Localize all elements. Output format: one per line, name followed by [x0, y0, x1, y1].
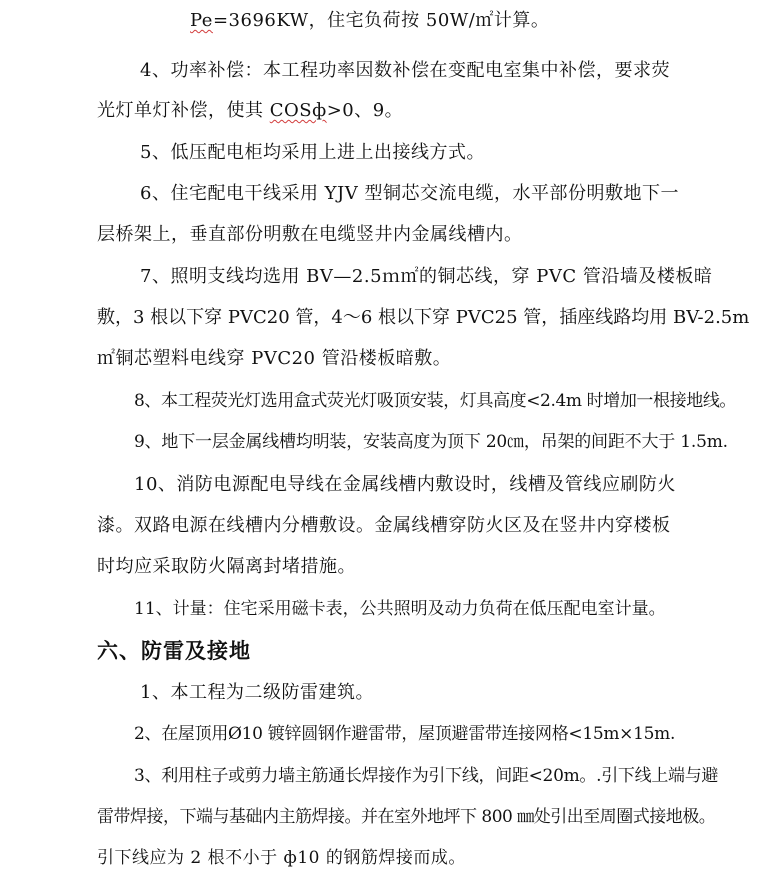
- text-segment: 层桥架上，垂直部份明敷在电缆竖井内金属线槽内。: [97, 224, 523, 245]
- text-line-7: [140, 265, 712, 289]
- text-line-3: [97, 99, 403, 123]
- text-segment: 引下线应为 2 根不小于 ф10 的钢筋焊接而成。: [97, 848, 466, 868]
- text-segment: 7、照明支线均选用 BV—2.5ｍ㎡的铜芯线，穿 PVC 管沿墙及楼板暗: [140, 266, 713, 287]
- text-segment: 雷带焊接，下端与基础内主筋焊接。并在室外地坪下 800 ㎜处引出至周圈式接地极。: [97, 807, 716, 827]
- squiggle-word: Pe: [190, 10, 213, 31]
- text-line-12: [134, 473, 676, 497]
- text-segment: 漆。双路电源在线槽内分槽敷设。金属线槽穿防火区及在竖井内穿楼板: [97, 515, 671, 536]
- text-line-6: [97, 223, 523, 247]
- text-segment: >0、9。: [326, 100, 404, 121]
- squiggle-word: COSф: [269, 100, 327, 121]
- text-line-9: [97, 347, 451, 371]
- text-line-13: [97, 514, 671, 538]
- text-segment: 11、计量：住宅采用磁卡表，公共照明及动力负荷在低压配电室计量。: [134, 599, 666, 619]
- text-line-10: [134, 389, 736, 413]
- text-segment: 9、地下一层金属线槽均明装，安装高度为顶下 20㎝，吊架的间距不大于 1.5m.: [134, 432, 728, 452]
- text-segment: 6、住宅配电干线采用 YJV 型铜芯交流电缆，水平部份明敷地下一: [140, 183, 679, 204]
- text-line-17: [134, 722, 675, 746]
- text-segment: 敷，3 根以下穿 PVC20 管，4～6 根以下穿 PVC25 管，插座线路均用 BV-2.5m: [97, 307, 750, 328]
- text-line-18: [134, 764, 718, 788]
- text-segment: 光灯单灯补偿，使其: [97, 100, 270, 121]
- text-line-19: [97, 805, 715, 829]
- text-line-5: [140, 182, 679, 206]
- text-segment: 1、本工程为二级防雷建筑。: [140, 682, 374, 703]
- text-segment: 10、消防电源配电导线在金属线槽内敷设时，线槽及管线应刷防火: [134, 474, 676, 495]
- text-line-15: [134, 597, 666, 621]
- section-heading: 六、防雷及接地: [97, 638, 251, 663]
- text-segment: 时均应采取防火隔离封堵措施。: [97, 556, 356, 577]
- text-segment: =3696KW，住宅负荷按 50W/㎡计算。: [212, 10, 550, 31]
- text-segment: 4、功率补偿：本工程功率因数补偿在变配电室集中补偿，要求荧: [140, 60, 670, 81]
- text-segment: 5、低压配电柜均采用上进上出接线方式。: [140, 142, 485, 163]
- text-line-2: [140, 59, 670, 83]
- text-line-16: [140, 681, 374, 705]
- text-line-1: [190, 9, 549, 33]
- text-line-11: [134, 430, 728, 454]
- text-line-8: [97, 306, 749, 330]
- text-line-14: [97, 555, 356, 579]
- text-segment: ㎡铜芯塑料电线穿 PVC20 管沿楼板暗敷。: [97, 348, 452, 369]
- text-segment: 8、本工程荧光灯选用盒式荧光灯吸顶安装，灯具高度<2.4m 时增加一根接地线。: [134, 391, 737, 411]
- text-segment: 2、在屋顶用Ø10 镀锌圆钢作避雷带，屋顶避雷带连接网格<15m×15m.: [134, 724, 676, 744]
- text-segment: 3、利用柱子或剪力墙主筋通长焊接作为引下线，间距<20m。.引下线上端与避: [134, 766, 719, 786]
- text-line-4: [140, 141, 485, 165]
- text-line-20: [97, 846, 466, 870]
